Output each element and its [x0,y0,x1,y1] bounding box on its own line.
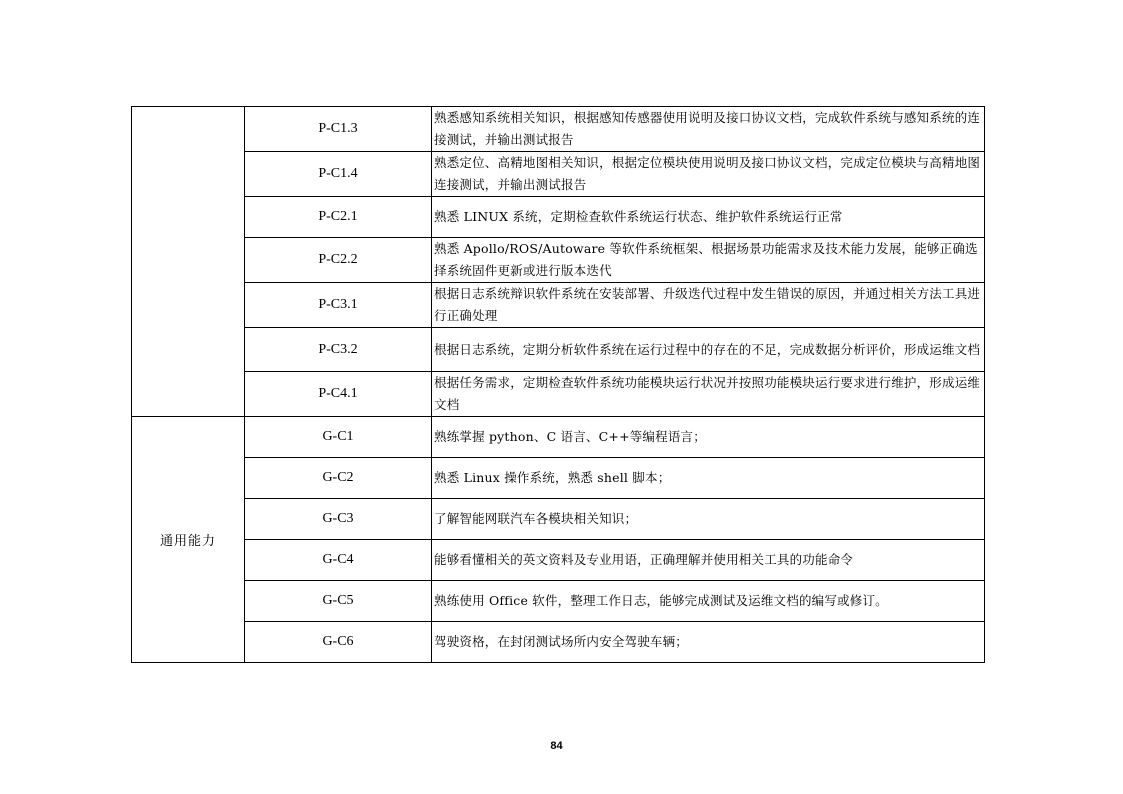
code-cell: G-C3 [245,499,432,540]
code-cell: P-C3.1 [245,283,432,328]
code-cell: P-C2.1 [245,197,432,238]
table-row [132,328,985,372]
table-row [132,152,985,197]
description-cell: 熟悉感知系统相关知识，根据感知传感器使用说明及接口协议文档，完成软件系统与感知系统的连接测试，并输出测试报告 [432,107,985,152]
table-row [132,622,985,663]
table-row [132,540,985,581]
page-number: 84 [550,740,563,752]
category-cell [132,107,245,417]
code-cell: G-C6 [245,622,432,663]
code-cell: G-C4 [245,540,432,581]
table-row [132,417,985,458]
code-cell: P-C1.3 [245,107,432,152]
description-cell: 了解智能网联汽车各模块相关知识； [432,499,985,540]
code-cell: P-C1.4 [245,152,432,197]
table-row [132,197,985,238]
category-cell: 通用能力 [132,417,245,663]
code-cell: P-C4.1 [245,372,432,417]
table-row [132,372,985,417]
description-cell: 熟练掌握 python、C 语言、C++等编程语言； [432,417,985,458]
code-cell: G-C1 [245,417,432,458]
description-cell: 熟练使用 Office 软件，整理工作日志，能够完成测试及运维文档的编写或修订。 [432,581,985,622]
ability-table [131,106,985,663]
description-cell: 熟悉定位、高精地图相关知识，根据定位模块使用说明及接口协议文档，完成定位模块与高精地图连接测试，并输出测试报告 [432,152,985,197]
code-cell: G-C5 [245,581,432,622]
description-cell: 熟悉 Apollo/ROS/Autoware 等软件系统框架、根据场景功能需求及技术能力发展，能够正确选择系统固件更新或进行版本迭代 [432,238,985,283]
table-row [132,458,985,499]
code-cell: G-C2 [245,458,432,499]
table-row [132,238,985,283]
description-cell: 能够看懂相关的英文资料及专业用语，正确理解并使用相关工具的功能命令 [432,540,985,581]
code-cell: P-C2.2 [245,238,432,283]
description-cell: 熟悉 Linux 操作系统，熟悉 shell 脚本； [432,458,985,499]
description-cell: 熟悉 LINUX 系统，定期检查软件系统运行状态、维护软件系统运行正常 [432,197,985,238]
table-row [132,107,985,152]
description-cell: 根据日志系统，定期分析软件系统在运行过程中的存在的不足，完成数据分析评价，形成运维文档 [432,328,985,372]
description-cell: 根据任务需求，定期检查软件系统功能模块运行状况并按照功能模块运行要求进行维护，形成运维文档 [432,372,985,417]
table-row [132,499,985,540]
description-cell: 驾驶资格，在封闭测试场所内安全驾驶车辆； [432,622,985,663]
description-cell: 根据日志系统辩识软件系统在安装部署、升级迭代过程中发生错误的原因，并通过相关方法工具进行正确处理 [432,283,985,328]
code-cell: P-C3.2 [245,328,432,372]
table-row [132,581,985,622]
table-row [132,283,985,328]
table-body [132,107,985,663]
